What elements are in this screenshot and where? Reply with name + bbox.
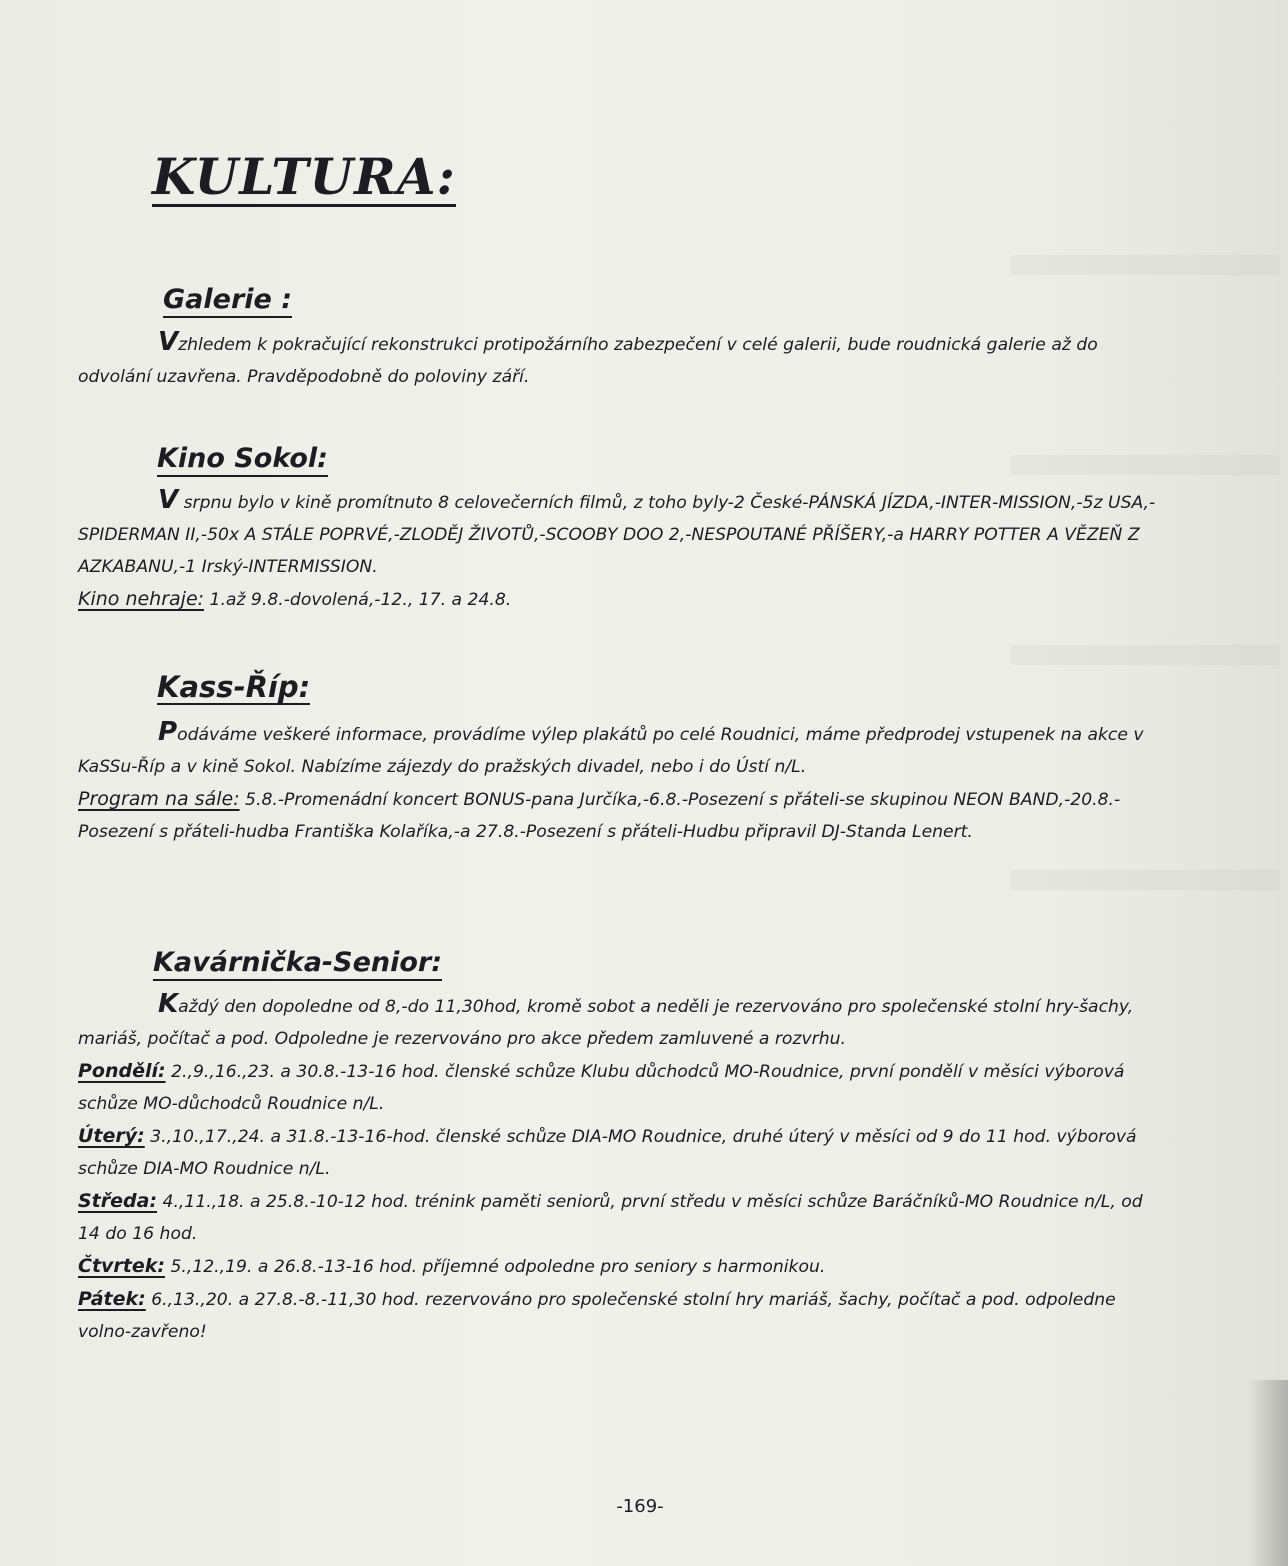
day-text-pondeli: 2.,9.,16.,23. a 30.8.-13-16 hod. členské schůze Klubu důchodců MO-Roudnice, první pondělí v měsíci výborová schůze MO-důchodců Roudnice n/L.	[78, 1062, 1125, 1114]
lead-letter: K	[158, 989, 179, 1019]
day-label-utery: Úterý:	[78, 1125, 145, 1147]
heading-kino-sokol: Kino Sokol:	[157, 444, 328, 477]
program-text: 5.8.-Promenádní koncert BONUS-pana Jurčíka,-6.8.-Posezení s přáteli-se skupinou NEON BAND,-20.8.-Posezení s přáteli-hudba Františka Kolaříka,-a 27.8.-Posezení s přáteli-Hudbu připravil DJ-Standa Lenert.	[78, 790, 1121, 842]
heading-kass-rip: Kass-Říp:	[157, 670, 311, 704]
paragraph-galerie	[78, 326, 1158, 393]
day-label-pondeli: Pondělí:	[78, 1060, 166, 1082]
day-label-ctvrtek: Čtvrtek:	[78, 1255, 165, 1277]
lead-letter: P	[158, 717, 178, 747]
day-text-ctvrtek: 5.,12.,19. a 26.8.-13-16 hod. příjemné odpoledne pro seniory s harmonikou.	[170, 1257, 826, 1277]
paragraph-kavarnicka	[78, 988, 1158, 1348]
page-edge-shadow	[1248, 1380, 1288, 1566]
paragraph-text: odáváme veškeré informace, provádíme výlep plakátů po celé Roudnici, máme předprodej vstupenek na akce v KaSSu-Říp a v kině Sokol. Nabízíme zájezdy do pražských divadel, nebo i do Ústí n/L.	[78, 725, 1144, 777]
bleed-through-mark	[1010, 870, 1280, 890]
bleed-through-mark	[1010, 455, 1280, 475]
day-text-utery: 3.,10.,17.,24. a 31.8.-13-16-hod. členské schůze DIA-MO Roudnice, druhé úterý v měsíci od 9 do 11 hod. výborová schůze DIA-MO Roudnice n/L.	[78, 1127, 1137, 1179]
page-title: KULTURA:	[152, 147, 456, 206]
day-text-patek: 6.,13.,20. a 27.8.-8.-11,30 hod. rezervováno pro společenské stolní hry mariáš, šachy, počítač a pod. odpoledne volno-zavřeno!	[78, 1290, 1116, 1342]
paragraph-text: aždý den dopoledne od 8,-do 11,30hod, kromě sobot a neděli je rezervováno pro společenské stolní hry-šachy, mariáš, počítač a pod. Odpoledne je rezervováno pro akce předem zamluvené a rozvrhu.	[78, 997, 1134, 1049]
paragraph-kass	[78, 716, 1158, 848]
kino-closed-label: Kino nehraje:	[78, 588, 205, 610]
program-label: Program na sále:	[78, 788, 240, 810]
kino-closed-dates: 1.až 9.8.-dovolená,-12., 17. a 24.8.	[204, 590, 512, 610]
day-label-patek: Pátek:	[78, 1288, 146, 1310]
heading-kavarnicka-senior: Kavárnička-Senior:	[153, 948, 442, 981]
heading-galerie: Galerie :	[163, 285, 292, 318]
bleed-through-mark	[1010, 255, 1280, 275]
day-text-streda: 4.,11.,18. a 25.8.-10-12 hod. trénink paměti seniorů, první středu v měsíci schůze Baráčníků-MO Roudnice n/L, od 14 do 16 hod.	[78, 1192, 1143, 1244]
paragraph-text: srpnu bylo v kině promítnuto 8 celovečerních filmů, z toho byly-2 České-PÁNSKÁ JÍZDA,-INTER-MISSION,-5z USA,-SPIDERMAN II,-50x A STÁLE POPRVÉ,-ZLODĚJ ŽIVOTŮ,-SCOOBY DOO 2,-NESPOUTANÉ PŘÍŠERY,-a HARRY POTTER A VĚZEŇ Z AZKABANU,-1 Irský-INTERMISSION.	[78, 493, 1156, 577]
lead-letter: V	[158, 485, 179, 515]
page-number: -169-	[616, 1496, 664, 1517]
day-label-streda: Středa:	[78, 1190, 158, 1212]
bleed-through-mark	[1010, 645, 1280, 665]
paragraph-kino	[78, 484, 1158, 616]
lead-letter: V	[158, 327, 179, 357]
paragraph-text: zhledem k pokračující rekonstrukci protipožárního zabezpečení v celé galerii, bude roudnická galerie až do odvolání uzavřena. Pravděpodobně do poloviny září.	[78, 335, 1098, 387]
